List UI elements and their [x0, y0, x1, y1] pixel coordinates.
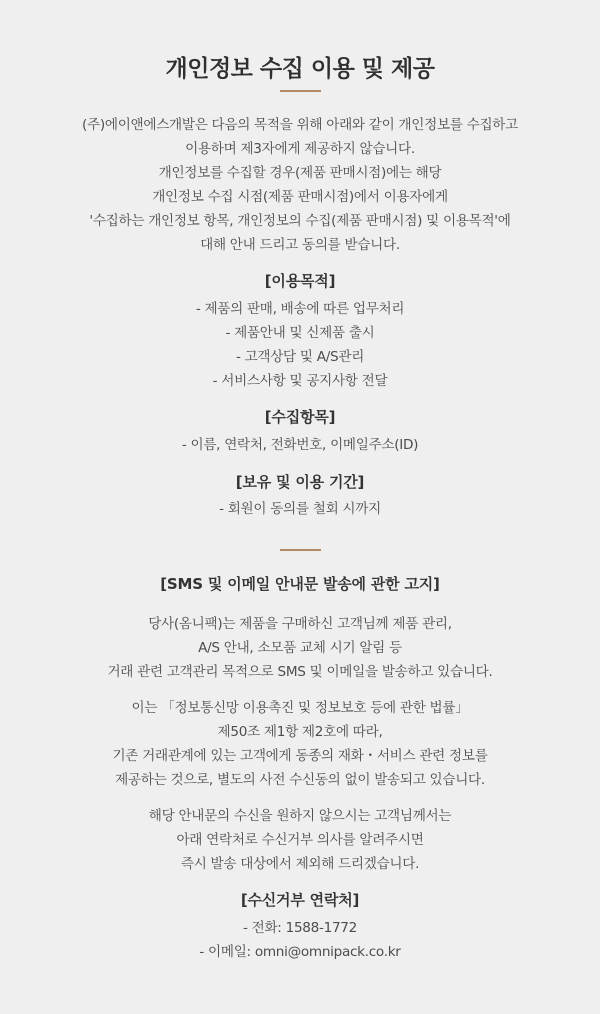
notice-line: 해당 안내문의 수신을 원하지 않으시는 고객님께서는	[148, 808, 452, 824]
section-divider	[280, 549, 321, 551]
notice-line: 이는 「정보통신망 이용촉진 및 정보보호 등에 관한 법률」	[131, 700, 469, 716]
purpose-item: - 제품안내 및 신제품 출시	[225, 325, 375, 341]
retention-list	[0, 497, 600, 521]
notice-heading: [SMS 및 이메일 안내문 발송에 관한 고지]	[160, 575, 440, 593]
notice-line: 기존 거래관계에 있는 고객에게 동종의 재화・서비스 관련 정보를	[112, 748, 488, 764]
purpose-item: - 제품의 판매, 배송에 따른 업무처리	[195, 301, 405, 317]
notice-line: 거래 관련 고객관리 목적으로 SMS 및 이메일을 발송하고 있습니다.	[107, 664, 493, 680]
contact-section	[0, 887, 600, 913]
notice-line: 당사(옴니팩)는 제품을 구매하신 고객님께 제품 관리,	[148, 616, 452, 632]
notice-line: A/S 안내, 소모품 교체 시기 알림 등	[198, 640, 402, 656]
intro-line: 대해 안내 드리고 동의를 받습니다.	[200, 237, 400, 253]
notice-line: 제공하는 것으로, 별도의 사전 수신동의 없이 발송되고 있습니다.	[115, 772, 485, 788]
contact-heading: [수신거부 연락처]	[240, 891, 360, 909]
notice-paragraph-3	[0, 804, 600, 876]
purpose-item: - 서비스사항 및 공지사항 전달	[212, 373, 388, 389]
intro-line: 이용하며 제3자에게 제공하지 않습니다.	[185, 141, 415, 157]
collected-item: - 이름, 연락처, 전화번호, 이메일주소(ID)	[181, 437, 419, 453]
intro-line: '수집하는 개인정보 항목, 개인정보의 수집(제품 판매시점) 및 이용목적'에	[89, 213, 511, 229]
intro-line: 개인정보 수집 시점(제품 판매시점)에서 이용자에게	[152, 189, 448, 205]
purpose-item: - 고객상담 및 A/S관리	[235, 349, 365, 365]
retention-heading: [보유 및 이용 기간]	[235, 473, 365, 491]
purpose-section	[0, 268, 600, 294]
contact-email: - 이메일: omni@omnipack.co.kr	[199, 944, 401, 960]
intro-line: 개인정보를 수집할 경우(제품 판매시점)에는 해당	[158, 165, 442, 181]
contact-phone: - 전화: 1588-1772	[243, 920, 357, 936]
title-divider	[280, 90, 321, 92]
purpose-heading: [이용목적]	[264, 272, 336, 290]
collected-list	[0, 433, 600, 457]
collected-heading: [수집항목]	[264, 408, 336, 426]
notice-line: 아래 연락처로 수신거부 의사를 알려주시면	[176, 832, 424, 848]
notice-line: 제50조 제1항 제2호에 따라,	[217, 724, 383, 740]
contact-list	[0, 916, 600, 964]
notice-section	[0, 571, 600, 597]
purpose-list	[0, 297, 600, 393]
collected-section	[0, 404, 600, 430]
retention-item: - 회원이 동의를 철회 시까지	[219, 501, 381, 517]
intro-line: (주)에이앤에스개발은 다음의 목적을 위해 아래와 같이 개인정보를 수집하고	[82, 117, 518, 133]
page-title: 개인정보 수집 이용 및 제공	[165, 56, 435, 82]
notice-paragraph-2	[0, 696, 600, 792]
retention-section	[0, 469, 600, 495]
notice-paragraph-1	[0, 612, 600, 684]
intro-paragraph	[0, 113, 600, 257]
notice-line: 즉시 발송 대상에서 제외해 드리겠습니다.	[180, 856, 420, 872]
